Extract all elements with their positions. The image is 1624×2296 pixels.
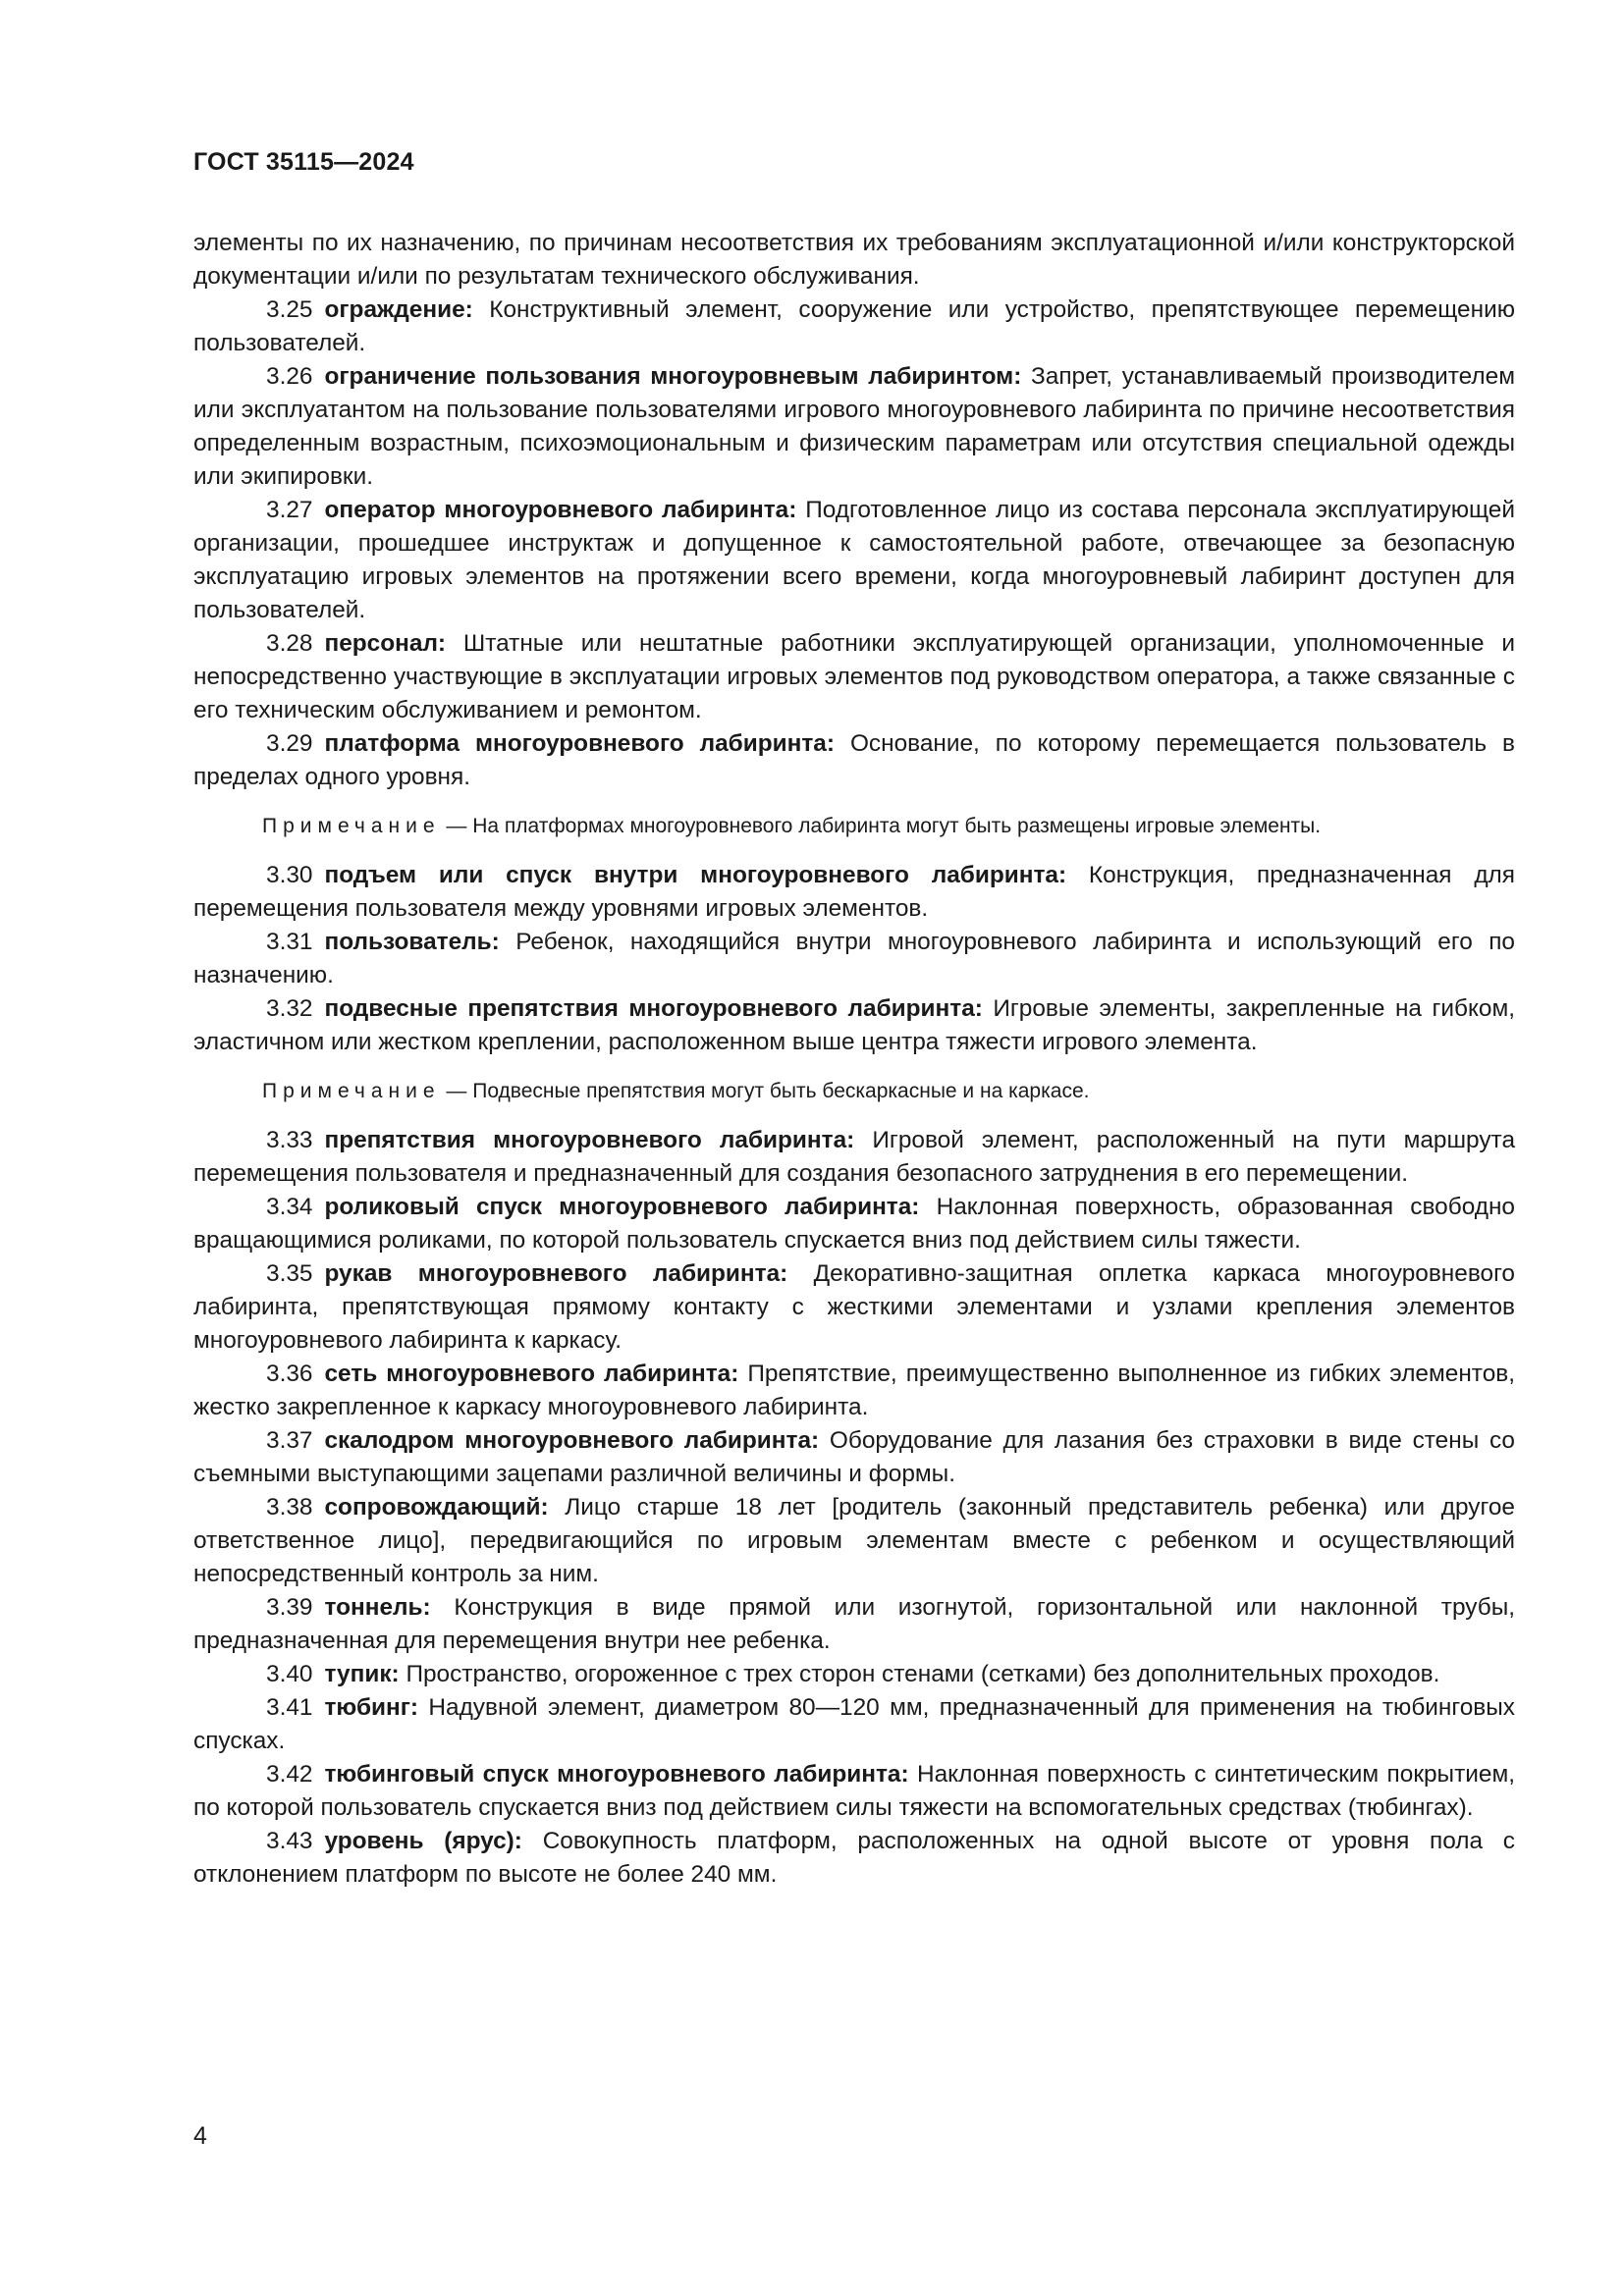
term-title: пользователь:: [324, 929, 500, 955]
term-3-25: [193, 294, 1515, 360]
term-3-37: [193, 1424, 1515, 1491]
term-title: уровень (ярус):: [324, 1828, 522, 1854]
term-number: 3.40: [266, 1661, 313, 1687]
term-definition: Запрет, устанавливаемый производителем или эксплуатантом на пользование пользователями игрового многоуровневого лабиринта по причине несоответствия определенным возрастным, психоэмоциональным и физическим параметрам или отсутствия специальной одежды или экипировки.: [193, 363, 1515, 490]
term-number: 3.32: [266, 995, 313, 1022]
term-number: 3.39: [266, 1594, 313, 1621]
term-title: тюбинг:: [324, 1694, 419, 1721]
term-title: персонал:: [324, 630, 447, 657]
note-label: Примечание: [262, 815, 441, 837]
term-definition: Наклонная поверхность с синтетическим покрытием, по которой пользователь спускается вниз под действием силы тяжести на вспомогательных средствах (тюбингах).: [193, 1761, 1515, 1821]
term-title: ограничение пользования многоуровневым лабиринтом:: [324, 363, 1022, 390]
term-3-42: [193, 1758, 1515, 1825]
term-number: 3.31: [266, 929, 313, 955]
term-definition: Штатные или нештатные работники эксплуатирующей организации, уполномоченные и непосредственно участвующие в эксплуатации игровых элементов под руководством оператора, а также связанные с его техническим обслуживанием и ремонтом.: [193, 630, 1515, 723]
term-definition: Декоративно-защитная оплетка каркаса многоуровневого лабиринта, препятствующая прямому контакту с жесткими элементами и узлами крепления элементов многоуровневого лабиринта к каркасу.: [193, 1260, 1515, 1354]
term-title: тупик:: [324, 1661, 400, 1687]
term-title: подъем или спуск внутри многоуровневого лабиринта:: [324, 862, 1067, 888]
term-number: 3.29: [266, 730, 313, 757]
term-3-40: [193, 1658, 1515, 1691]
term-definition: Лицо старше 18 лет [родитель (законный представитель ребенка) или другое ответственное лицо], передвигающийся по игровым элементам вместе с ребенком и осуществляющий непосредственный контроль за ним.: [193, 1494, 1515, 1587]
term-title: препятствия многоуровневого лабиринта:: [324, 1127, 855, 1153]
term-number: 3.26: [266, 363, 313, 390]
term-title: сеть многоуровневого лабиринта:: [324, 1361, 739, 1387]
term-number: 3.28: [266, 630, 313, 657]
term-3-29: [193, 727, 1515, 794]
term-definition: Совокупность платформ, расположенных на одной высоте от уровня пола с отклонением платформ по высоте не более 240 мм.: [193, 1828, 1516, 1888]
term-3-30: [193, 859, 1515, 926]
term-title: ограждение:: [324, 296, 473, 323]
term-number: 3.41: [266, 1694, 313, 1721]
term-3-27: [193, 494, 1515, 627]
term-3-35: [193, 1257, 1515, 1358]
intro-continuation: элементы по их назначению, по причинам несоответствия их требованиям эксплуатационной и/или конструкторской документации и/или по результатам технического обслуживания.: [193, 230, 1515, 290]
term-definition: Игровой элемент, расположенный на пути маршрута перемещения пользователя и предназначенный для создания безопасного затруднения в его перемещении.: [193, 1127, 1516, 1187]
term-definition: Надувной элемент, диаметром 80—120 мм, предназначенный для применения на тюбинговых спусках.: [193, 1694, 1515, 1754]
term-title: сопровождающий:: [324, 1494, 549, 1521]
note-text: — На платформах многоуровневого лабиринта могут быть размещены игровые элементы.: [446, 815, 1322, 837]
term-definition: Игровые элементы, закрепленные на гибком, эластичном или жестком креплении, расположенном выше центра тяжести игрового элемента.: [193, 995, 1515, 1055]
term-3-33: [193, 1124, 1515, 1191]
term-3-43: [193, 1825, 1515, 1892]
term-title: подвесные препятствия многоуровневого лабиринта:: [324, 995, 983, 1022]
term-3-26: [193, 360, 1515, 494]
term-definition: Препятствие, преимущественно выполненное из гибких элементов, жестко закрепленное к каркасу многоуровневого лабиринта.: [193, 1361, 1515, 1420]
term-title: скалодром многоуровневого лабиринта:: [324, 1427, 820, 1454]
term-number: 3.36: [266, 1361, 313, 1387]
term-definition: Конструкция в виде прямой или изогнутой, горизонтальной или наклонной трубы, предназначенная для перемещения внутри нее ребенка.: [193, 1594, 1516, 1654]
term-3-39: [193, 1591, 1515, 1658]
standard-header: ГОСТ 35115—2024: [193, 148, 414, 176]
term-definition: Ребенок, находящийся внутри многоуровневого лабиринта и использующий его по назначению.: [193, 929, 1515, 988]
term-3-38: [193, 1491, 1515, 1591]
term-definition: Пространство, огороженное с трех сторон стенами (сетками) без дополнительных проходов.: [406, 1661, 1440, 1687]
term-number: 3.34: [266, 1194, 313, 1220]
term-3-28: [193, 627, 1515, 727]
note-text: — Подвесные препятствия могут быть бескаркасные и на каркасе.: [446, 1080, 1090, 1102]
term-number: 3.35: [266, 1260, 313, 1287]
term-number: 3.43: [266, 1828, 313, 1854]
term-definition: Конструктивный элемент, сооружение или устройство, препятствующее перемещению пользователей.: [193, 296, 1515, 356]
note-label: Примечание: [262, 1080, 441, 1102]
term-definition: Основание, по которому перемещается пользователь в пределах одного уровня.: [193, 730, 1515, 790]
term-3-41: [193, 1691, 1515, 1758]
term-definition: Подготовленное лицо из состава персонала эксплуатирующей организации, прошедшее инструктаж и допущенное к самостоятельной работе, отвечающее за безопасную эксплуатацию игровых элементов на протяжении всего времени, когда многоуровневый лабиринт доступен для пользователей.: [193, 497, 1515, 623]
term-3-34: [193, 1191, 1515, 1257]
term-number: 3.38: [266, 1494, 313, 1521]
term-3-36: [193, 1358, 1515, 1424]
term-number: 3.33: [266, 1127, 313, 1153]
term-title: рукав многоуровневого лабиринта:: [324, 1260, 788, 1287]
term-definition: Наклонная поверхность, образованная свободно вращающимися роликами, по которой пользователь спускается вниз под действием силы тяжести.: [193, 1194, 1515, 1254]
page-number: 4: [193, 2122, 207, 2150]
term-3-31: [193, 926, 1515, 992]
term-title: тоннель:: [324, 1594, 431, 1621]
term-number: 3.42: [266, 1761, 313, 1788]
term-title: платформа многоуровневого лабиринта:: [324, 730, 835, 757]
term-number: 3.27: [266, 497, 313, 523]
term-number: 3.37: [266, 1427, 313, 1454]
term-definition: Оборудование для лазания без страховки в виде стены со съемными выступающими зацепами различной величины и формы.: [193, 1427, 1516, 1487]
term-title: тюбинговый спуск многоуровневого лабиринта:: [324, 1761, 909, 1788]
term-number: 3.30: [266, 862, 313, 888]
terms-body: [193, 227, 1515, 1892]
note-platforms: [193, 812, 1515, 841]
term-title: оператор многоуровневого лабиринта:: [324, 497, 797, 523]
term-3-32: [193, 992, 1515, 1059]
note-suspended-obstacles: [193, 1077, 1515, 1106]
term-definition: Конструкция, предназначенная для перемещения пользователя между уровнями игровых элементов.: [193, 862, 1515, 922]
term-number: 3.25: [266, 296, 313, 323]
term-title: роликовый спуск многоуровневого лабиринта:: [324, 1194, 920, 1220]
